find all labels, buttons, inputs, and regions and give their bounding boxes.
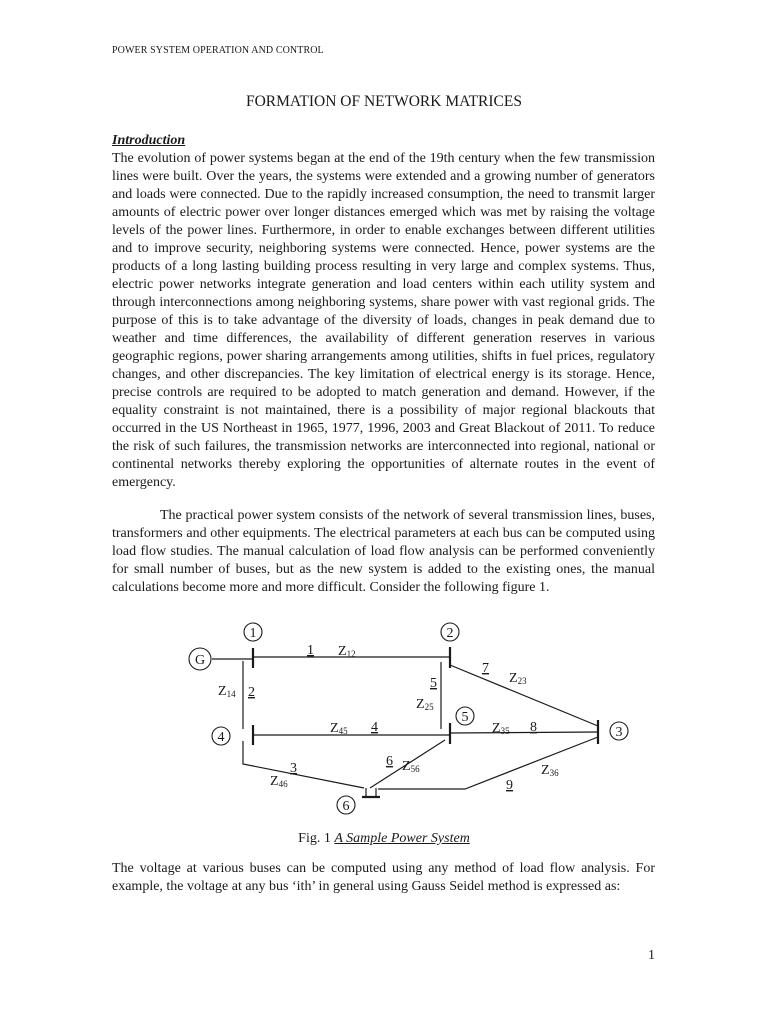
line-number-9: 9 — [506, 778, 513, 793]
generator-label: G — [194, 653, 206, 668]
bus-6-label: 6 — [342, 799, 350, 814]
line-number-5: 5 — [430, 676, 437, 691]
line-number-4: 4 — [371, 720, 378, 735]
power-system-diagram — [0, 615, 768, 825]
impedance-z35: Z35 — [492, 721, 510, 736]
line-bus5-bus3 — [450, 732, 598, 733]
page-title: FORMATION OF NETWORK MATRICES — [245, 93, 522, 110]
impedance-z56: Z56 — [402, 759, 420, 774]
impedance-z23: Z23 — [509, 671, 527, 686]
bus-3-label: 3 — [615, 725, 623, 740]
paragraph-intro: The evolution of power systems began at the end of the 19th century when the few transmission lines were built. Over the years, the systems were extended and a growing number of generators and loads were connected. Due to the rapidly increased consumption, the need to transmit larger amounts of electric power over longer distances emerged which was met by raising the voltage levels of the power lines. Furthermore, in order to enable exchanges between different utilities and to improve security, neighboring systems were connected. Hence, power systems are the products of a long lasting building process resulting in very large and complex systems. Thus, electric power networks integrate generation and load centers within each utility system and through interconnections among neighboring systems, share power with vast regional grids. The purpose of this is to take advantage of the diversity of loads, changes in peak demand due to weather and time differences, the availability of different generation reserves in various geographic regions, power sharing arrangements among utilities, shifts in fuel prices, regulatory changes, and other discrepancies. The key limitation of electrical energy is its storage. Hence, precise controls are required to be adopted to match generation and demand. However, if the equality constraint is not maintained, there is a possibility of major regional blackouts that occurred in the US Northeast in 1965, 1977, 1996, 2003 and Great Blackout of 2011. To reduce the risk of such failures, the transmission networks are interconnected into regional, national or continental networks thereby exploring the opportunities of alternate routes in the event of emergency. — [112, 151, 655, 490]
paragraph-voltage: The voltage at various buses can be computed using any method of load flow analysis. For example, the voltage at any bus ‘ith’ in general using Gauss Seidel method is expressed as: — [112, 861, 655, 894]
impedance-z12: Z12 — [338, 644, 356, 659]
line-number-8: 8 — [530, 720, 537, 735]
paragraph-practical-system: The practical power system consists of the network of several transmission lines, buses, transformers and other equipments. The electrical parameters at each bus can be computed using load flow studies. The manual calculation of load flow analysis can be performed conveniently for small number of buses, but as the new system is added to the existing ones, the manual calculations become more and more difficult. Consider the following figure 1. — [112, 508, 655, 595]
impedance-z14: Z14 — [218, 684, 236, 699]
running-header: POWER SYSTEM OPERATION AND CONTROL — [112, 45, 324, 56]
figure-caption-title: A Sample Power System — [334, 831, 470, 846]
impedance-z45: Z45 — [330, 721, 348, 736]
bus-4-label: 4 — [217, 730, 225, 745]
line-bus6-bus3 — [378, 737, 598, 789]
impedance-z46: Z46 — [270, 774, 288, 789]
line-bus4-bus6 — [243, 741, 364, 788]
figure-caption-prefix: Fig. 1 — [298, 831, 335, 846]
impedance-z25: Z25 — [416, 697, 434, 712]
page-number: 1 — [648, 948, 655, 963]
impedance-z36: Z36 — [541, 763, 559, 778]
line-number-2: 2 — [248, 685, 255, 700]
line-number-3: 3 — [290, 761, 297, 776]
line-number-1: 1 — [307, 643, 314, 658]
bus-2-label: 2 — [446, 626, 454, 641]
line-number-7: 7 — [482, 661, 489, 676]
section-heading: Introduction — [112, 133, 186, 148]
figure-caption — [0, 831, 768, 847]
bus-5-label: 5 — [461, 710, 469, 725]
line-number-6: 6 — [386, 754, 393, 769]
bus-1-label: 1 — [249, 626, 257, 641]
